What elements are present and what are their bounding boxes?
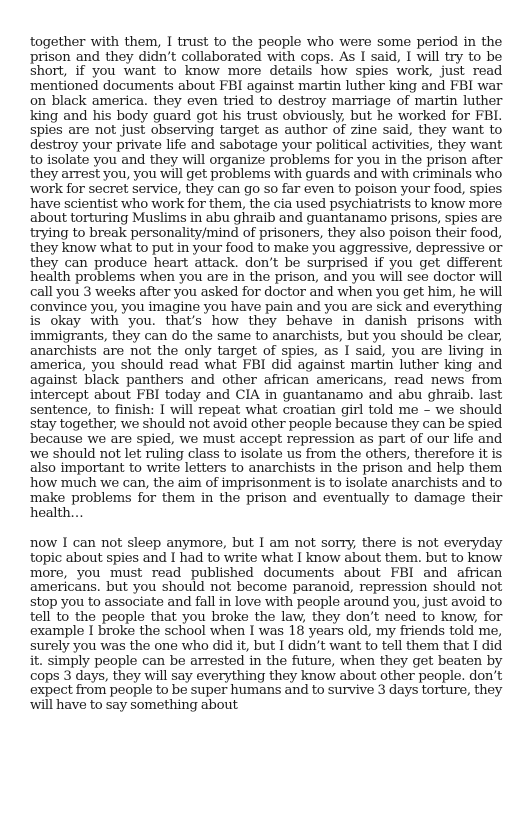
paragraph-2: now I can not sleep anymore, but I am not sorry, there is not everyday topic about spies and I had to write what I know about them. but to know more, you must read published documents about FBI and african americans. but you should not become paranoid, repression should not stop you to associate and fall in love with people around you, just avoid to tell to the people that you broke the law, they don’t need to know, for example I broke the school when I was 18 years old, my friends told me, surely you was the one who did it, but I didn’t want to tell them that I did it. simply people can be arrested in the future, when they get beaten by cops 3 days, they will say everything they know about other people. don’t expect from people to be super humans and to survive 3 days torture, they will have to say something about xyxy=(30,536,502,713)
document-body xyxy=(30,36,502,714)
paragraph-1: together with them, I trust to the people who were some period in the prison and they didn’t collaborated with cops. As I said, I will try to be short, if you want to know more details how spies work, just read mentioned documents about FBI against martin luther king and FBI war on black america. they even tried to destroy marriage of martin luther king and his body guard got his trust obviously, but he worked for FBI. spies are not just observing target as author of zine said, they want to destroy your private life and sabotage your political activities, they want to isolate you and they will organize problems for you in the prison after they arrest you, you will get problems with guards and with criminals who work for secret service, they can go so far even to poison your food, spies have scientist who work for them, the cia used psychiatrists to know more about torturing Muslims in abu ghraib and guantanamo prisons, spies are trying to break personality/mind of prisoners, they also poison their food, they know what to put in your food to make you aggressive, depressive or they can produce heart attack. don’t be surprised if you get different health problems when you are in the prison, and you will see doctor will call you 3 weeks after you asked for doctor and when you get him, he will convince you, you imagine you have pain and you are sick and everything is okay with you. that’s how they behave in danish prisons with immigrants, they can do the same to anarchists, but you should be clear, anarchists are not the only target of spies, as I said, you are living in america, you should read what FBI did against martin luther king and against black panthers and other african americans, read news from intercept about FBI today and CIA in guantanamo and abu ghraib. last sentence, to finish: I will repeat what croatian girl told me – we should stay together, we should not avoid other people because they can be spied because we are spied, we must accept repression as part of our life and we should not let ruling class to isolate us from the others, therefore it is also important to write letters to anarchists in the prison and help them how much we can, the aim of imprisonment is to isolate anarchists and to make problems for them in the prison and eventually to damage their health… xyxy=(30,35,502,521)
